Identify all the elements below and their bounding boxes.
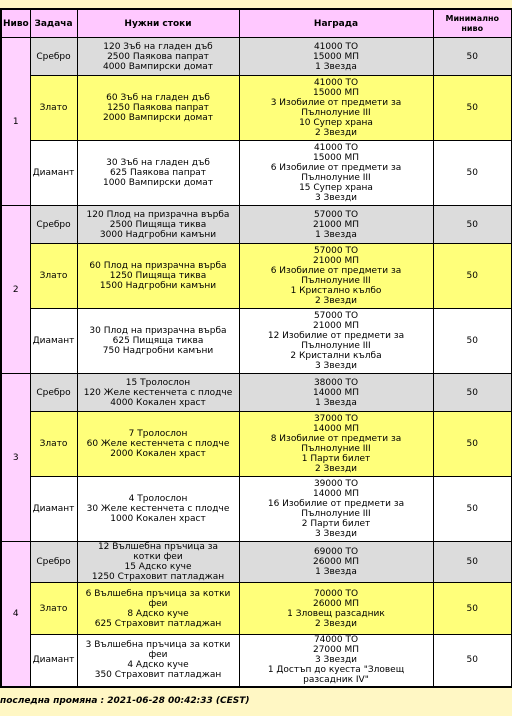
reward-line: 27000 МП <box>312 645 360 656</box>
reward-line: 14000 МП <box>312 489 360 499</box>
reward-line: 14000 МП <box>312 387 360 398</box>
goods-line: 8 Адско куче <box>127 608 189 619</box>
reward-line: 1 Звезда <box>315 567 357 577</box>
reward-line: 2 Звезди <box>314 464 358 474</box>
goods-line: 1250 Паякова папрат <box>107 103 209 113</box>
min-level-cell: 50 <box>433 635 512 687</box>
min-level-cell: 50 <box>433 542 512 583</box>
quest-row <box>1 141 512 206</box>
reward-cell <box>239 76 433 141</box>
reward-line: 2 Звезди <box>314 618 358 629</box>
task-cell: Диамант <box>30 141 77 206</box>
task-cell: Сребро <box>30 542 77 583</box>
reward-line: 1 Звезда <box>315 61 357 72</box>
task-cell: Диамант <box>30 635 77 687</box>
reward-line: 70000 ТО <box>313 588 359 599</box>
goods-line: 30 Желе кестенчета с плодче <box>86 504 230 514</box>
reward-line: Пълнолуние III <box>301 276 371 286</box>
reward-line: 39000 ТО <box>313 479 359 489</box>
reward-line: Пълнолуние III <box>301 341 371 351</box>
goods-cell <box>77 412 239 477</box>
reward-cell <box>239 374 433 412</box>
quest-row <box>1 583 512 635</box>
reward-cell <box>239 38 433 76</box>
reward-line: 2 Кристални кълба <box>290 351 382 361</box>
quest-row <box>1 206 512 244</box>
goods-line: 4000 Вампирски домат <box>102 61 214 72</box>
goods-line: 60 Зъб на гладен дъб <box>106 93 210 103</box>
reward-line: 57000 ТО <box>313 246 359 256</box>
min-level-cell: 50 <box>433 309 512 374</box>
min-level-cell: 50 <box>433 374 512 412</box>
quest-table <box>0 8 512 688</box>
min-level-cell: 50 <box>433 76 512 141</box>
goods-cell <box>77 477 239 542</box>
reward-line: 3 Звезди <box>314 529 358 539</box>
reward-line: 2 Звезди <box>314 296 358 306</box>
quest-row <box>1 244 512 309</box>
goods-line: 750 Надгробни камъни <box>102 346 214 356</box>
reward-cell <box>239 206 433 244</box>
reward-line: 1 Зловещ разсадник <box>287 608 385 619</box>
header-level: Ниво <box>1 9 30 38</box>
goods-line: 7 Тролослон <box>128 429 188 439</box>
reward-line: Пълнолуние III <box>301 173 371 183</box>
goods-line: феи <box>148 598 168 609</box>
header-min-level <box>433 9 512 38</box>
goods-line: 12 Вълшебна пръчица за <box>97 542 219 552</box>
goods-cell <box>77 244 239 309</box>
min-level-cell: 50 <box>433 141 512 206</box>
reward-line: 8 Изобилие от предмети за <box>270 434 402 444</box>
reward-line: 21000 МП <box>312 321 360 331</box>
reward-cell <box>239 309 433 374</box>
reward-line: 74000 ТО <box>313 635 359 646</box>
reward-cell <box>239 635 433 687</box>
reward-line: 15000 МП <box>312 153 360 163</box>
header-reward: Награда <box>239 9 433 38</box>
reward-line: 1 Парти билет <box>301 454 371 464</box>
reward-cell <box>239 141 433 206</box>
reward-line: 2 Парти билет <box>301 519 371 529</box>
reward-line: 12 Изобилие от предмети за <box>267 331 405 341</box>
goods-line: 1000 Кокален храст <box>110 514 206 524</box>
last-modified: последна промяна : 2021-06-28 00:42:33 (CEST) <box>0 696 250 706</box>
reward-line: 41000 ТО <box>313 78 359 88</box>
task-cell: Сребро <box>30 206 77 244</box>
goods-line: 2000 Вампирски домат <box>102 113 214 123</box>
task-cell: Злато <box>30 76 77 141</box>
reward-line: 69000 ТО <box>313 547 359 557</box>
quest-row <box>1 542 512 583</box>
reward-line: 41000 ТО <box>313 143 359 153</box>
level-cell: 4 <box>1 542 30 687</box>
reward-line: 3 Звезди <box>314 193 358 203</box>
quest-row <box>1 309 512 374</box>
goods-line: 120 Зъб на гладен дъб <box>103 41 213 52</box>
quest-row <box>1 635 512 687</box>
reward-line: 26000 МП <box>312 557 360 567</box>
goods-line: 4 Тролослон <box>128 494 188 504</box>
goods-line: 625 Страховит патладжан <box>94 618 222 629</box>
reward-line: 16 Изобилие от предмети за <box>267 499 405 509</box>
reward-line: 57000 ТО <box>313 311 359 321</box>
reward-line: Пълнолуние III <box>301 108 371 118</box>
reward-line: 21000 МП <box>312 256 360 266</box>
reward-line: 15 Супер храна <box>299 183 373 193</box>
goods-line: 625 Пищяща тиква <box>112 336 204 346</box>
reward-line: 1 Звезда <box>315 229 357 240</box>
reward-line: 1 Звезда <box>315 397 357 408</box>
goods-line: 15 Адско куче <box>124 562 192 572</box>
goods-cell <box>77 374 239 412</box>
level-cell: 1 <box>1 38 30 206</box>
reward-line: 15000 МП <box>312 88 360 98</box>
min-level-cell: 50 <box>433 583 512 635</box>
header-min-level-line1: Минимално <box>445 13 500 23</box>
goods-line: 2000 Кокален храст <box>110 449 206 459</box>
reward-line: 6 Изобилие от предмети за <box>270 266 402 276</box>
goods-line: 4000 Кокален храст <box>110 397 206 408</box>
goods-cell <box>77 309 239 374</box>
reward-cell <box>239 583 433 635</box>
goods-cell <box>77 542 239 583</box>
goods-cell <box>77 76 239 141</box>
reward-cell <box>239 244 433 309</box>
reward-line: 57000 ТО <box>313 209 359 220</box>
task-cell: Злато <box>30 583 77 635</box>
reward-line: 3 Изобилие от предмети за <box>270 98 402 108</box>
goods-line: 2500 Паякова папрат <box>107 51 209 62</box>
reward-cell <box>239 542 433 583</box>
reward-line: разсадник IV" <box>303 675 369 686</box>
reward-line: 21000 МП <box>312 219 360 230</box>
header-task: Задача <box>30 9 77 38</box>
goods-line: 120 Желе кестенчета с плодче <box>83 387 233 398</box>
quest-table-body <box>1 38 512 687</box>
reward-line: 3 Звезди <box>314 361 358 371</box>
goods-cell <box>77 206 239 244</box>
goods-line: котки феи <box>133 552 183 562</box>
goods-line: 350 Страховит патладжан <box>94 670 222 681</box>
reward-line: 38000 ТО <box>313 377 359 388</box>
goods-line: 1250 Пищяща тиква <box>109 271 207 281</box>
task-cell: Злато <box>30 412 77 477</box>
header-min-level-line2: ниво <box>461 23 484 33</box>
level-cell: 3 <box>1 374 30 542</box>
task-cell: Злато <box>30 244 77 309</box>
reward-line: 26000 МП <box>312 598 360 609</box>
level-cell: 2 <box>1 206 30 374</box>
goods-line: 6 Вълшебна пръчица за котки <box>85 588 231 599</box>
header-row <box>1 9 512 38</box>
reward-line: Пълнолуние III <box>301 509 371 519</box>
goods-cell <box>77 635 239 687</box>
min-level-cell: 50 <box>433 244 512 309</box>
goods-line: 60 Плод на призрачна върба <box>89 261 227 271</box>
reward-line: 1 Достъп до куеста "Зловещ <box>267 665 405 676</box>
reward-line: 41000 ТО <box>313 41 359 52</box>
reward-line: 10 Супер храна <box>299 118 373 128</box>
reward-cell <box>239 477 433 542</box>
quest-row <box>1 38 512 76</box>
min-level-cell: 50 <box>433 412 512 477</box>
reward-line: 14000 МП <box>312 424 360 434</box>
goods-cell <box>77 38 239 76</box>
reward-line: Пълнолуние III <box>301 444 371 454</box>
header-goods: Нужни стоки <box>77 9 239 38</box>
goods-line: 2500 Пищяща тиква <box>109 219 207 230</box>
goods-line: 60 Желе кестенчета с плодче <box>86 439 230 449</box>
quest-row <box>1 477 512 542</box>
goods-line: 120 Плод на призрачна върба <box>86 209 230 220</box>
min-level-cell: 50 <box>433 477 512 542</box>
goods-line: 4 Адско куче <box>127 660 189 671</box>
goods-line: 1000 Вампирски домат <box>102 178 214 188</box>
min-level-cell: 50 <box>433 206 512 244</box>
task-cell: Диамант <box>30 477 77 542</box>
goods-line: 3 Вълшебна пръчица за котки <box>85 640 231 651</box>
reward-line: 37000 ТО <box>313 414 359 424</box>
reward-line: 15000 МП <box>312 51 360 62</box>
min-level-cell: 50 <box>433 38 512 76</box>
task-cell: Диамант <box>30 309 77 374</box>
goods-line: феи <box>148 650 168 661</box>
goods-line: 625 Паякова папрат <box>109 168 207 178</box>
task-cell: Сребро <box>30 38 77 76</box>
task-cell: Сребро <box>30 374 77 412</box>
goods-line: 15 Тролослон <box>125 377 191 388</box>
quest-row <box>1 76 512 141</box>
goods-cell <box>77 583 239 635</box>
goods-cell <box>77 141 239 206</box>
goods-line: 1250 Страховит патладжан <box>91 572 225 582</box>
reward-line: 2 Звезди <box>314 128 358 138</box>
quest-row <box>1 374 512 412</box>
goods-line: 30 Зъб на гладен дъб <box>106 158 210 168</box>
reward-cell <box>239 412 433 477</box>
reward-line: 1 Кристално кълбо <box>290 286 382 296</box>
reward-line: 3 Звезди <box>314 655 358 666</box>
goods-line: 3000 Надгробни камъни <box>99 229 217 240</box>
reward-line: 6 Изобилие от предмети за <box>270 163 402 173</box>
quest-row <box>1 412 512 477</box>
goods-line: 1500 Надгробни камъни <box>99 281 217 291</box>
goods-line: 30 Плод на призрачна върба <box>89 326 227 336</box>
